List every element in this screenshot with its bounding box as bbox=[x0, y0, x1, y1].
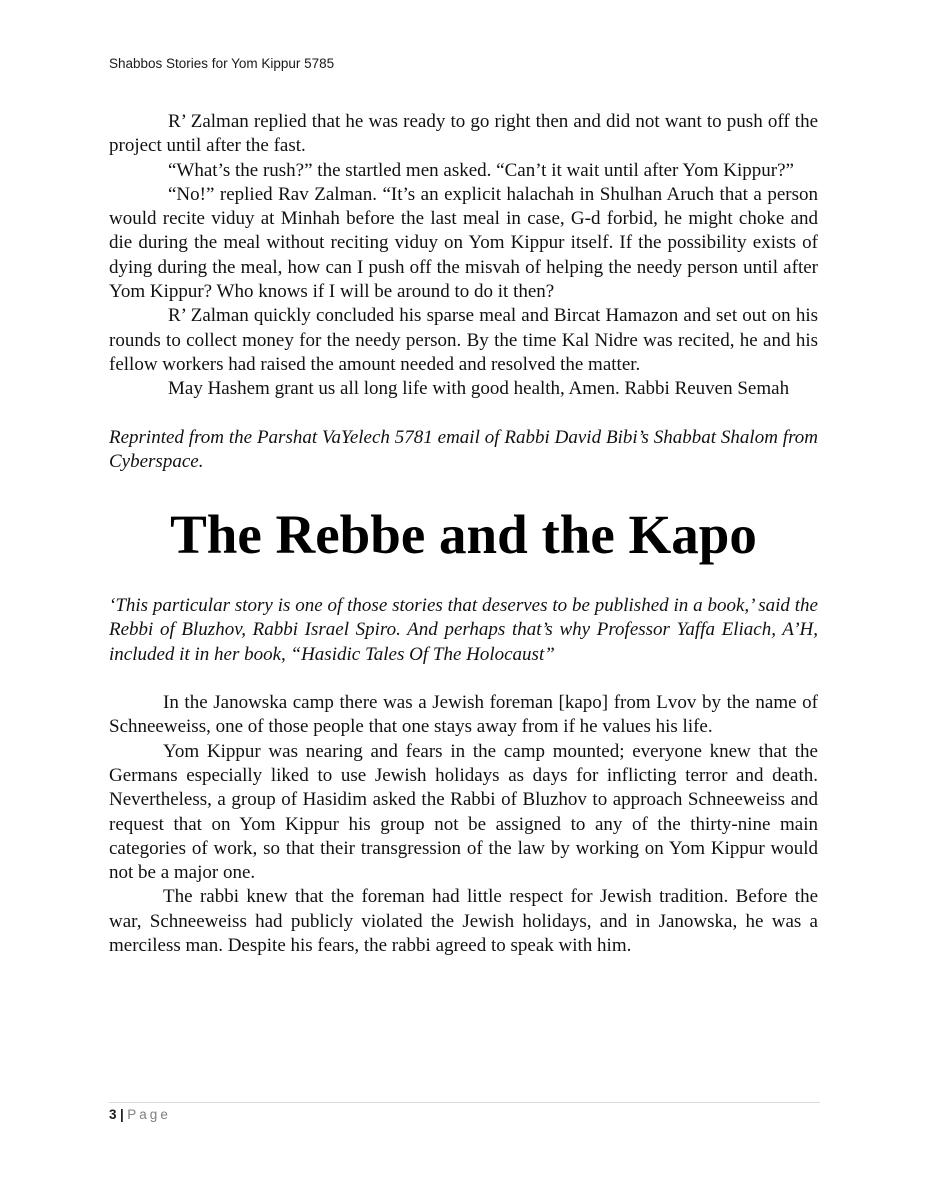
paragraph: Yom Kippur was nearing and fears in the camp mounted; everyone knew that the Germans especially liked to use Jewish holidays as days for inflicting terror and death. Nevertheless, a group of Hasidim asked the Rabbi of Bluzhov to approach Schneeweiss and request that on Yom Kippur his group not be assigned to any of the thirty-nine main categories of work, so that their transgression of the law by working on Yom Kippur would not be a major one. bbox=[109, 740, 818, 884]
article-title: The Rebbe and the Kapo bbox=[170, 504, 757, 566]
paragraph: “What’s the rush?” the startled men asked. “Can’t it wait until after Yom Kippur?” bbox=[168, 159, 794, 181]
page-body bbox=[109, 110, 818, 958]
paragraph: R’ Zalman quickly concluded his sparse meal and Bircat Hamazon and set out on his rounds to collect money for the needy person. By the time Kal Nidre was recited, he and his fellow workers had raised the amount needed and resolved the matter. bbox=[109, 305, 818, 375]
article-intro: ‘This particular story is one of those stories that deserves to be published in a book,’ said the Rebbi of Bluzhov, Rabbi Israel Spiro. And perhaps that’s why Professor Yaffa Eliach, A’H, included it in her book, “Hasidic Tales Of The Holocaust” bbox=[109, 595, 818, 665]
page-label: Page bbox=[127, 1107, 171, 1122]
reprint-credit: Reprinted from the Parshat VaYelech 5781 email of Rabbi David Bibi’s Shabbat Shalom from Cyberspace. bbox=[109, 426, 818, 472]
paragraph: In the Janowska camp there was a Jewish foreman [kapo] from Lvov by the name of Schneeweiss, one of those people that one stays away from if he values his life. bbox=[109, 692, 818, 738]
paragraph: May Hashem grant us all long life with good health, Amen. Rabbi Reuven Semah bbox=[168, 378, 790, 400]
footer-divider bbox=[109, 1102, 820, 1103]
page-footer bbox=[109, 1107, 171, 1122]
page-number: 3 bbox=[109, 1107, 118, 1122]
paragraph: The rabbi knew that the foreman had little respect for Jewish tradition. Before the war, Schneeweiss had publicly violated the Jewish holidays, and in Janowska, he was a merciless man. Despite his fears, the rabbi agreed to speak with him. bbox=[109, 886, 818, 957]
footer-separator: | bbox=[120, 1107, 125, 1122]
paragraph: R’ Zalman replied that he was ready to go right then and did not want to push off the project until after the fast. bbox=[109, 111, 818, 157]
paragraph: “No!” replied Rav Zalman. “It’s an explicit halachah in Shulhan Aruch that a person would recite viduy at Minhah before the last meal in case, G-d forbid, he might choke and die during the meal without reciting viduy on Yom Kippur itself. If the possibility exists of dying during the meal, how can I push off the misvah of helping the needy person until after Yom Kippur? Who knows if I will be around to do it then? bbox=[109, 183, 818, 303]
running-header: Shabbos Stories for Yom Kippur 5785 bbox=[109, 56, 335, 71]
